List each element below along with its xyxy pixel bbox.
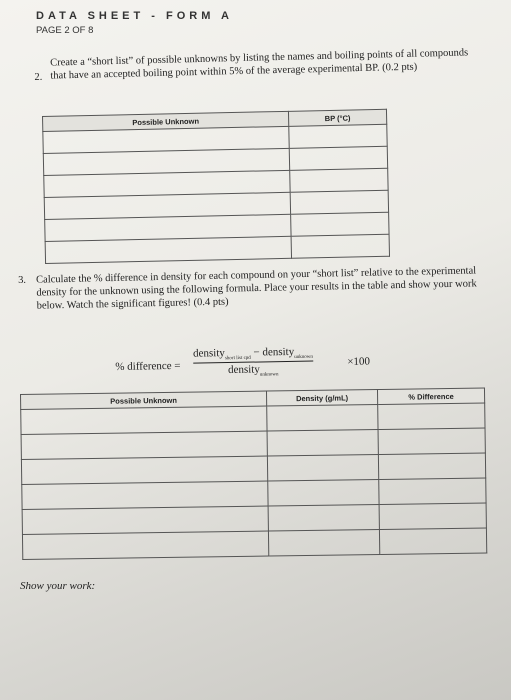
table-cell[interactable] [378, 453, 485, 479]
table-cell[interactable] [22, 531, 268, 559]
table-cell[interactable] [268, 479, 379, 506]
table-cell[interactable] [268, 504, 379, 531]
show-work-label: Show your work: [20, 580, 96, 592]
table-row [22, 528, 486, 559]
table-cell[interactable] [267, 455, 378, 482]
table-cell[interactable] [21, 406, 267, 434]
table-cell[interactable] [378, 428, 485, 454]
formula-numerator: density$_{short list cpd}$ − density$_{unknown}$ [192, 345, 313, 362]
column-header: Possible Unknown [43, 111, 289, 131]
table-cell[interactable] [21, 456, 267, 484]
table-cell[interactable] [267, 430, 378, 457]
formula-fraction [193, 346, 313, 379]
table-cell[interactable] [22, 506, 268, 534]
table-cell[interactable] [379, 528, 486, 554]
question-3 [18, 264, 489, 313]
question-2 [34, 47, 479, 83]
table-cell[interactable] [290, 190, 388, 214]
table-cell[interactable] [289, 124, 387, 148]
formula-denominator: density$_{unknown}$ [227, 363, 279, 378]
table-cell[interactable] [45, 236, 291, 263]
column-header: Possible Unknown [21, 391, 267, 409]
formula-multiplier: ×100 [347, 355, 371, 368]
table-cell[interactable] [291, 212, 389, 236]
page-header [36, 10, 233, 36]
table-cell[interactable] [379, 478, 486, 504]
question-text: Calculate the % difference in density for each compound on your “short list” relative to the experimental density for the unknown using the following formula. Place your results in the table and show your work below. Watch the significant figures! (0.4 pts) [36, 265, 477, 312]
table-cell[interactable] [290, 168, 388, 192]
table-cell[interactable] [378, 403, 485, 429]
question-number: 2. [34, 71, 43, 83]
question-text: Create a “short list” of possible unknowns by listing the names and boiling points of all compounds that have an accepted boiling point within 5% of the average experimental BP. (0.2 pts) [49, 47, 469, 82]
table-cell[interactable] [21, 431, 267, 459]
table-cell[interactable] [289, 146, 387, 170]
table-cell[interactable] [291, 234, 389, 258]
table-cell[interactable] [22, 481, 268, 509]
formula-lhs: % difference = [115, 359, 181, 373]
form-title: DATA SHEET - FORM A [36, 10, 233, 22]
table-cell[interactable] [268, 529, 379, 556]
question-number: 3. [18, 274, 27, 286]
table-cell[interactable] [379, 503, 486, 529]
density-table [20, 388, 487, 560]
column-header: Density (g/mL) [266, 390, 377, 407]
table-cell[interactable] [267, 405, 378, 432]
column-header: % Difference [377, 388, 484, 404]
short-list-table [42, 109, 390, 264]
page-number: PAGE 2 OF 8 [36, 25, 94, 36]
column-header: BP (°C) [288, 109, 386, 126]
